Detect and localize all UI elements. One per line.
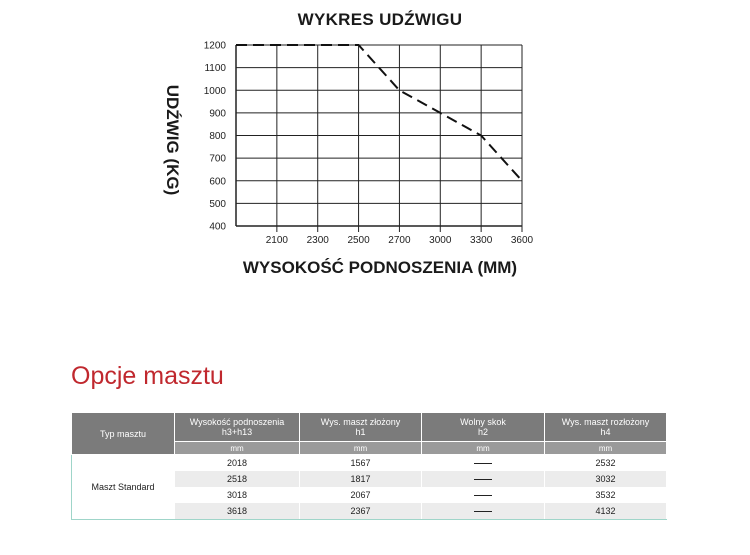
lift-height-cell: 3018: [175, 487, 300, 503]
dash-mark: [474, 479, 492, 480]
closed-height-cell: 2067: [300, 487, 422, 503]
lift-height-cell: 2018: [175, 455, 300, 472]
lift-height-cell: 2518: [175, 471, 300, 487]
x-tick-label: 3000: [429, 235, 452, 246]
x-tick-label: 3300: [470, 235, 493, 246]
x-tick-label: 2100: [265, 235, 288, 246]
x-tick-label: 2700: [388, 235, 411, 246]
unit-cell: mm: [545, 442, 667, 455]
x-tick-label: 3600: [510, 235, 534, 246]
mast-type-cell: Maszt Standard: [72, 455, 175, 520]
extended-height-cell: 3032: [545, 471, 667, 487]
free-lift-cell: [422, 503, 545, 520]
header-extended-height: Wys. maszt rozłożony h4: [545, 413, 667, 442]
unit-cell: mm: [422, 442, 545, 455]
x-tick-label: 2500: [347, 235, 370, 246]
unit-cell: mm: [300, 442, 422, 455]
dash-mark: [474, 495, 492, 496]
header-type: Typ masztu: [72, 413, 175, 455]
closed-height-cell: 2367: [300, 503, 422, 520]
x-tick-label: 2300: [306, 235, 329, 246]
y-axis-label: UDŹWIG (KG): [163, 84, 182, 196]
y-tick-label: 900: [209, 108, 226, 120]
free-lift-cell: [422, 487, 545, 503]
header-lift-height: Wysokość podnoszenia h3+h13: [175, 413, 300, 442]
y-tick-label: 1200: [203, 40, 226, 52]
y-tick-label: 500: [209, 198, 226, 210]
table-header-row: [72, 413, 667, 442]
closed-height-cell: 1817: [300, 471, 422, 487]
extended-height-cell: 4132: [545, 503, 667, 520]
free-lift-cell: [422, 455, 545, 472]
unit-cell: mm: [175, 442, 300, 455]
dash-mark: [474, 511, 492, 512]
table-row: [72, 455, 667, 472]
chart-title: WYKRES UDŹWIGU: [297, 10, 463, 29]
header-closed-height: Wys. maszt złożony h1: [300, 413, 422, 442]
free-lift-cell: [422, 471, 545, 487]
x-axis-label: WYSOKOŚĆ PODNOSZENIA (MM): [242, 258, 518, 277]
lift-height-cell: 3618: [175, 503, 300, 520]
y-tick-label: 700: [209, 153, 226, 165]
y-tick-label: 600: [209, 176, 226, 188]
extended-height-cell: 2532: [545, 455, 667, 472]
y-tick-label: 800: [209, 131, 226, 142]
y-tick-label: 1000: [203, 85, 226, 97]
header-free-lift: Wolny skok h2: [422, 413, 545, 442]
y-tick-label: 1100: [204, 63, 226, 75]
dash-mark: [474, 463, 492, 464]
y-tick-label: 400: [209, 221, 226, 233]
closed-height-cell: 1567: [300, 455, 422, 472]
extended-height-cell: 3532: [545, 487, 667, 503]
section-title: Opcje masztu: [71, 362, 224, 390]
mast-options-table: [71, 412, 667, 520]
